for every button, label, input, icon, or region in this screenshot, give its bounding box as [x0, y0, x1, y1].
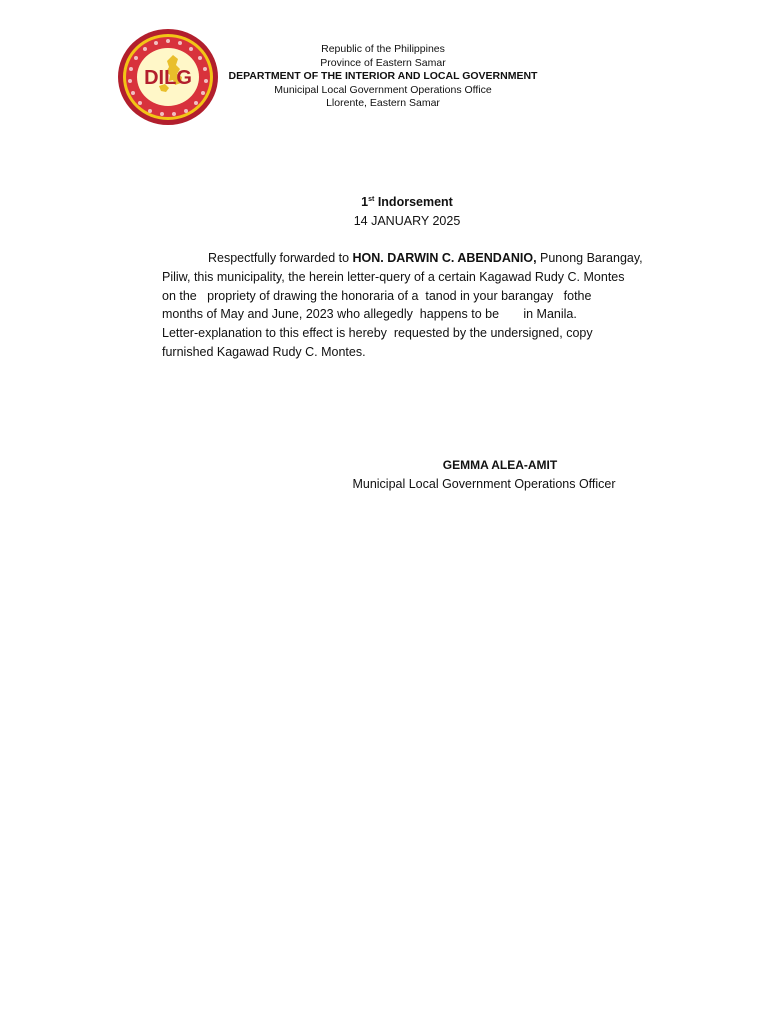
- body-line-3: on the propriety of drawing the honoraria of a tanod in your barangay fothe: [162, 288, 592, 303]
- body-line-1: [162, 249, 657, 268]
- body-line-4: months of May and June, 2023 who allegedly happens to be in Manila.: [162, 307, 577, 322]
- indorsement-title: [300, 193, 514, 212]
- letterhead-province: Province of Eastern Samar: [320, 56, 446, 69]
- indorsement-ordinal: st: [368, 196, 375, 203]
- letterhead-location: Llorente, Eastern Samar: [326, 97, 440, 109]
- body-line-2: Piliw, this municipality, the herein letter-query of a certain Kagawad Rudy C. Montes: [162, 269, 625, 284]
- dilg-seal-logo: [117, 28, 219, 126]
- seal-wordmark: DILG: [144, 67, 192, 89]
- letterhead-office: Municipal Local Government Operations Office: [274, 83, 492, 96]
- letterhead-department: DEPARTMENT OF THE INTERIOR AND LOCAL GOVERNMENT: [228, 70, 538, 82]
- indorsement-heading: [300, 193, 514, 231]
- letterhead: [224, 43, 542, 111]
- body-line-1-tail: Punong Barangay,: [536, 251, 643, 265]
- addressee-name: HON. DARWIN C. ABENDANIO,: [352, 251, 537, 265]
- indorsement-date: 14 JANUARY 2025: [353, 214, 461, 228]
- indorsement-number: 1: [361, 195, 369, 209]
- dilg-seal-icon: [117, 28, 219, 126]
- body-line-1-lead: Respectfully forwarded to: [208, 251, 353, 265]
- body-line-5: Letter-explanation to this effect is hereby requested by the undersigned, copy: [162, 326, 593, 341]
- body-line-6: furnished Kagawad Rudy C. Montes.: [162, 344, 366, 359]
- body-paragraph: [162, 249, 657, 362]
- signatory-title: Municipal Local Government Operations Officer: [352, 477, 616, 491]
- signatory-name: GEMMA ALEA-AMIT: [442, 458, 558, 472]
- indorsement-label: Indorsement: [377, 195, 453, 209]
- letterhead-country: Republic of the Philippines: [321, 43, 445, 55]
